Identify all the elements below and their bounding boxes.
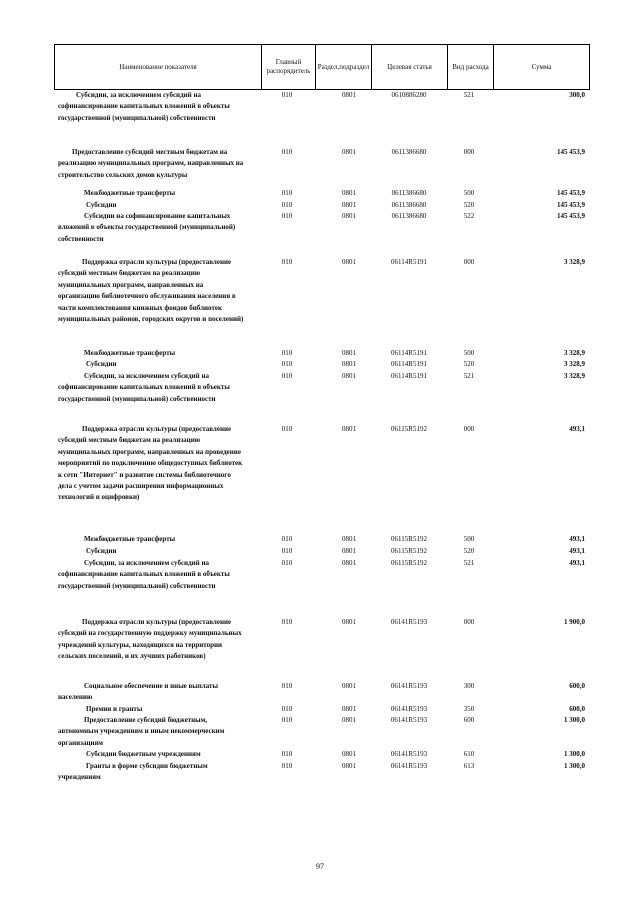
row-chief-administrator: 010 — [281, 559, 293, 567]
row-name: Субсидии — [86, 201, 117, 209]
row-name: Субсидии, за исключением субсидий на софинансирование капитальных вложений в объекты государственной (муниципальной) собственности — [58, 372, 230, 403]
row-name: Поддержка отрасли культуры (предоставление субсидий на государственную поддержку муниципальных учреждений культуры, находящихся на территории сельских поселений, и их лучших работников) — [58, 618, 242, 661]
row-chief-administrator: 010 — [281, 148, 293, 156]
table-body — [54, 90, 590, 810]
header-sum: Сумма — [493, 45, 589, 89]
row-name: Социальное обеспечение и иные выплаты населению — [58, 682, 218, 702]
row-name: Гранты в форме субсидии бюджетным учреждениям — [58, 762, 208, 782]
row-expense-type: 521 — [463, 91, 475, 99]
row-sum: 3 328,9 — [564, 349, 585, 357]
row-chief-administrator: 010 — [281, 618, 293, 626]
row-sum: 145 453,9 — [557, 148, 585, 156]
row-target-article: 0611386680 — [391, 212, 427, 220]
row-expense-type: 520 — [463, 360, 475, 368]
row-name: Поддержка отрасли культуры (предоставление субсидий местным бюджетам на реализацию муниципальных программ, направленных на организацию библиотечного обслуживания населения в части комплектования книжных фондов библиотек муниципальных районов, городских округов и поселений) — [58, 258, 244, 324]
row-target-article: 06141R5193 — [390, 618, 428, 626]
row-target-article: 06114R5191 — [391, 258, 427, 266]
row-chief-administrator: 010 — [281, 189, 293, 197]
row-section: 0801 — [342, 762, 356, 770]
row-target-article: 0611386680 — [391, 189, 427, 197]
row-section: 0801 — [342, 535, 356, 543]
row-sum: 493,1 — [569, 559, 585, 567]
row-sum: 3 328,9 — [564, 258, 585, 266]
row-sum: 300,0 — [569, 91, 585, 99]
row-name: Субсидии, за исключением субсидий на софинансирование капитальных вложений в объекты государственной (муниципальной) собственности — [58, 559, 230, 590]
header-section: Раздел,подраздел — [315, 45, 371, 89]
row-section: 0801 — [342, 716, 356, 724]
page-number: 97 — [316, 862, 324, 871]
row-target-article: 06115R5192 — [391, 547, 427, 555]
row-expense-type: 500 — [463, 349, 475, 357]
row-chief-administrator: 010 — [281, 349, 293, 357]
row-chief-administrator: 010 — [281, 212, 293, 220]
row-section: 0801 — [342, 349, 356, 357]
header-target-article: Целевая статья — [371, 45, 447, 89]
row-target-article: 06141R5193 — [390, 705, 428, 713]
row-sum: 145 453,9 — [557, 212, 585, 220]
row-section: 0801 — [342, 682, 356, 690]
row-section: 0801 — [342, 618, 356, 626]
row-expense-type: 000 — [463, 148, 475, 156]
row-chief-administrator: 010 — [281, 91, 293, 99]
row-expense-type: 000 — [463, 425, 475, 433]
row-chief-administrator: 010 — [281, 258, 293, 266]
row-target-article: 06114R5191 — [391, 360, 427, 368]
row-chief-administrator: 010 — [281, 716, 293, 724]
row-target-article: 06115R5192 — [391, 535, 427, 543]
row-target-article: 0610886280 — [391, 91, 427, 99]
row-target-article: 06114R5191 — [391, 372, 427, 380]
row-chief-administrator: 010 — [281, 360, 293, 368]
row-sum: 145 453,9 — [557, 201, 585, 209]
row-name: Предоставление субсидий бюджетным, автономным учреждениям и иным некоммерческим организациям — [58, 716, 225, 747]
row-expense-type: 521 — [463, 372, 475, 380]
row-section: 0801 — [342, 559, 356, 567]
row-chief-administrator: 010 — [281, 201, 293, 209]
row-target-article: 06141R5193 — [390, 682, 428, 690]
row-target-article: 06141R5193 — [390, 750, 428, 758]
row-section: 0801 — [342, 705, 356, 713]
row-target-article: 06115R5192 — [391, 425, 427, 433]
row-section: 0801 — [342, 148, 356, 156]
table-header — [54, 44, 590, 90]
header-name: Наименование показателя — [119, 62, 197, 71]
row-sum: 600,0 — [569, 705, 585, 713]
row-name: Межбюджетные трансферты — [84, 535, 176, 543]
row-expense-type: 500 — [463, 535, 475, 543]
row-sum: 493,1 — [569, 425, 585, 433]
row-sum: 493,1 — [569, 535, 585, 543]
row-chief-administrator: 010 — [281, 750, 293, 758]
row-target-article: 06141R5193 — [390, 762, 428, 770]
row-target-article: 06114R5191 — [391, 349, 427, 357]
row-section: 0801 — [342, 425, 356, 433]
row-section: 0801 — [342, 189, 356, 197]
row-section: 0801 — [342, 547, 356, 555]
row-sum: 1 300,0 — [564, 762, 585, 770]
row-name: Субсидии — [86, 547, 117, 555]
row-sum: 493,1 — [569, 547, 585, 555]
row-expense-type: 300 — [463, 682, 475, 690]
row-section: 0801 — [342, 91, 356, 99]
row-sum: 145 453,9 — [557, 189, 585, 197]
row-section: 0801 — [342, 750, 356, 758]
row-name: Субсидии бюджетным учреждениям — [86, 750, 201, 758]
row-chief-administrator: 010 — [281, 372, 293, 380]
header-expense-type: Вид расхода — [447, 45, 493, 89]
row-name: Поддержка отрасли культуры (предоставление субсидий местным бюджетам на реализацию муниципальных программ, направленных на проведение мероприятий по подключению общедоступных библиотек к сети "Интернет" и развитие системы библиотечного дела с учетом задачи расширения информационных технологий и оцифровки) — [58, 425, 243, 502]
row-chief-administrator: 010 — [281, 535, 293, 543]
row-section: 0801 — [342, 360, 356, 368]
row-expense-type: 521 — [463, 559, 475, 567]
row-name: Предоставление субсидий местным бюджетам на реализацию муниципальных программ, направленных на строительство сельских домов культуры — [58, 148, 244, 179]
row-section: 0801 — [342, 258, 356, 266]
row-sum: 3 328,9 — [564, 360, 585, 368]
row-section: 0801 — [342, 201, 356, 209]
row-target-article: 06115R5192 — [391, 559, 427, 567]
row-expense-type: 600 — [463, 716, 475, 724]
row-expense-type: 610 — [463, 750, 475, 758]
row-expense-type: 613 — [463, 762, 475, 770]
row-expense-type: 520 — [463, 547, 475, 555]
row-section: 0801 — [342, 212, 356, 220]
row-name: Субсидии — [86, 360, 117, 368]
row-expense-type: 500 — [463, 189, 475, 197]
row-sum: 600,0 — [569, 682, 585, 690]
row-expense-type: 000 — [463, 258, 475, 266]
row-target-article: 06141R5193 — [390, 716, 428, 724]
row-target-article: 0611386680 — [391, 201, 427, 209]
row-target-article: 0611386680 — [391, 148, 427, 156]
row-name: Субсидии на софинансирование капитальных вложений в объекты государственной (муниципальной) собственности — [58, 212, 236, 243]
row-chief-administrator: 010 — [281, 682, 293, 690]
row-chief-administrator: 010 — [281, 762, 293, 770]
row-chief-administrator: 010 — [281, 425, 293, 433]
row-section: 0801 — [342, 372, 356, 380]
row-sum: 3 328,9 — [564, 372, 585, 380]
row-expense-type: 350 — [463, 705, 475, 713]
row-chief-administrator: 010 — [281, 547, 293, 555]
row-expense-type: 520 — [463, 201, 475, 209]
row-name: Премии и гранты — [86, 705, 143, 713]
row-name: Межбюджетные трансферты — [84, 189, 176, 197]
row-name: Межбюджетные трансферты — [84, 349, 176, 357]
row-chief-administrator: 010 — [281, 705, 293, 713]
header-chief-administrator: Главный распорядитель — [261, 45, 315, 89]
row-expense-type: 522 — [463, 212, 475, 220]
row-sum: 1 900,0 — [564, 618, 585, 626]
row-expense-type: 000 — [463, 618, 475, 626]
row-sum: 1 300,0 — [564, 716, 585, 724]
row-sum: 1 300,0 — [564, 750, 585, 758]
row-name: Субсидии, за исключением субсидий на софинансирование капитальных вложений в объекты государственной (муниципальной) собственности — [58, 91, 230, 122]
